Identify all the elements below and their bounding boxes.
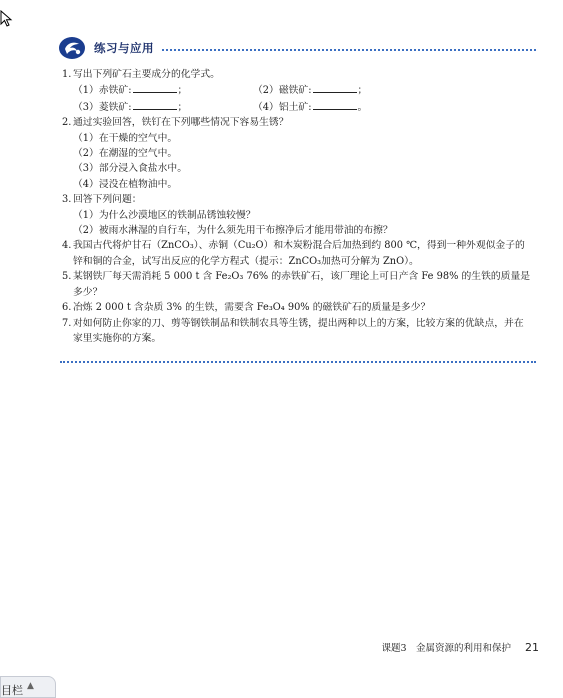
question-4: 4. 我国古代将炉甘石（ZnCO₃）、赤铜（Cu₂O）和木炭粉混合后加热到约 800 ℃，得到一种外观似金子的锌和铜的合金，试写出反应的化学方程式（提示：ZnCO₃加热可分解为 ZnO）。 [62, 240, 525, 267]
answer-blank [133, 82, 177, 93]
page-footer [381, 640, 539, 654]
footer-section-title: 课题3 金属资源的利用和保护 [381, 643, 511, 654]
question-1: 1. 写出下列矿石主要成分的化学式。 [62, 69, 220, 80]
exercise-list [62, 67, 532, 346]
answer-blank [313, 82, 357, 93]
answer-blank [133, 99, 177, 110]
question-5: 5. 某钢铁厂每天需消耗 5 000 t 含 Fe₂O₃ 76% 的赤铁矿石，该厂理论上可日产含 Fe 98% 的生铁的质量是多少？ [62, 271, 531, 298]
question-1-blanks-row-1: （1）赤铁矿: ； （2）磁铁矿: ； [62, 82, 532, 98]
header-dotted-rule [162, 49, 536, 51]
question-3: 3. 回答下列问题： [62, 194, 142, 206]
corner-panel-tab[interactable] [0, 676, 56, 698]
question-1-blanks-row-2: （3）菱铁矿: ； （4）铝土矿: 。 [62, 99, 532, 115]
question-6: 6. 冶炼 2 000 t 含杂质 3% 的生铁，需要含 Fe₃O₄ 90% 的磁铁矿石的质量是多少？ [62, 302, 431, 314]
page-number: 21 [525, 641, 539, 654]
section-title: 练习与应用 [94, 41, 154, 55]
section-bottom-dotted-rule [60, 361, 536, 363]
caret-up-icon: ▲ [27, 681, 34, 691]
mouse-cursor-icon [0, 10, 14, 28]
question-2-sub: （3）部分浸入食盐水中。 [73, 163, 187, 175]
question-2-sub: （1）在干燥的空气中。 [73, 132, 178, 144]
corner-tab-label: 目栏 [1, 684, 23, 697]
question-3-sub: （2）被雨水淋湿的自行车，为什么须先用干布擦净后才能用带油的布擦？ [73, 225, 393, 237]
exercise-logo-icon [58, 36, 88, 60]
question-2-sub: （4）浸没在植物油中。 [73, 178, 178, 190]
section-header [58, 36, 536, 60]
question-2-sub: （2）在潮湿的空气中。 [73, 148, 178, 160]
answer-blank [313, 99, 357, 110]
question-3-sub: （1）为什么沙漠地区的铁制品锈蚀较慢？ [73, 209, 256, 221]
question-7: 7. 对如何防止你家的刀、剪等钢铁制品和铁制农具等生锈，提出两种以上的方案，比较方案的优缺点，并在家里实施你的方案。 [62, 317, 524, 344]
question-2: 2. 通过实验回答，铁钉在下列哪些情况下容易生锈？ [62, 117, 289, 129]
